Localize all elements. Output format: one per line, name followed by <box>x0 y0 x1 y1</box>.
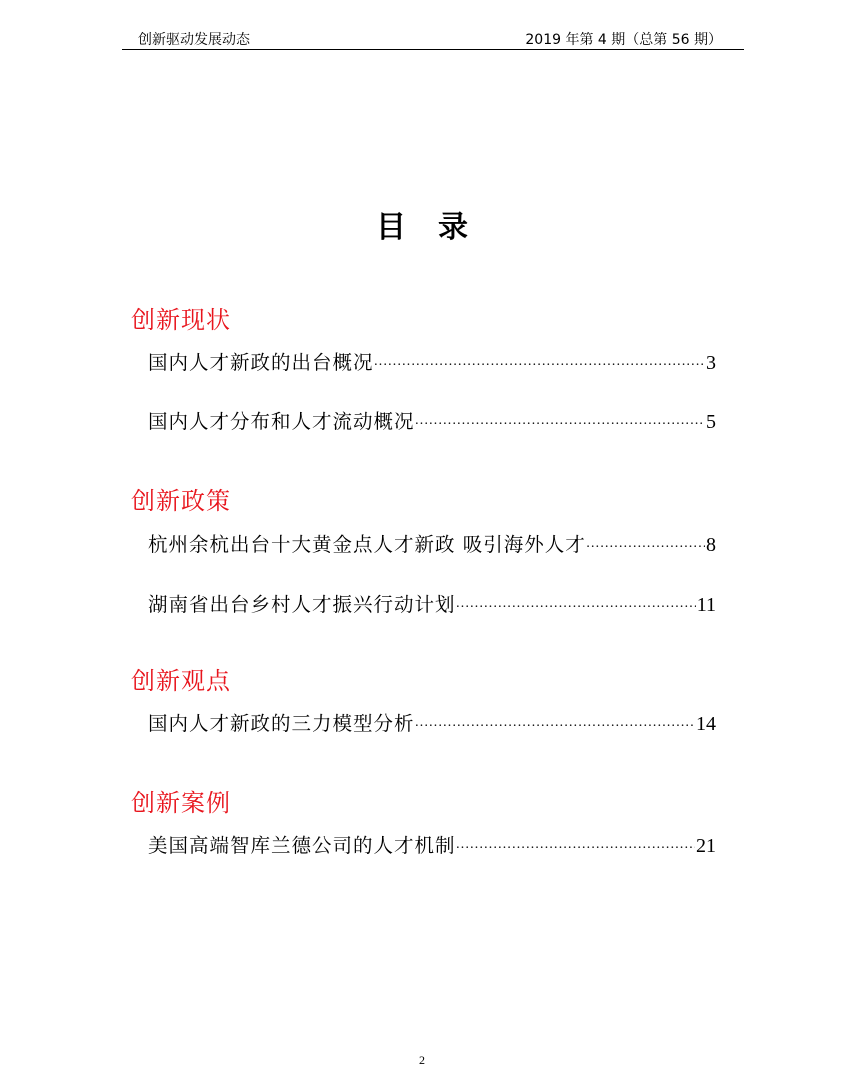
toc-entry-page: 21 <box>696 835 716 857</box>
section-heading-viewpoint: 创新观点 <box>131 667 231 695</box>
toc-entry-title: 国内人才新政的出台概况 <box>148 351 374 374</box>
toc-entry-page: 8 <box>706 534 716 556</box>
toc-entry[interactable] <box>148 708 716 734</box>
toc-entry-page: 14 <box>696 713 716 735</box>
footer-page-number: 2 <box>419 1053 425 1067</box>
dot-leader <box>456 596 696 620</box>
toc-entry-page: 11 <box>696 594 716 616</box>
dot-leader <box>586 536 705 560</box>
header-publication-title: 创新驱动发展动态 <box>138 32 250 48</box>
section-heading-case: 创新案例 <box>131 789 231 817</box>
toc-entry-title: 杭州余杭出台十大黄金点人才新政 吸引海外人才 <box>148 533 586 556</box>
toc-entry[interactable] <box>148 589 716 615</box>
toc-title: 目录 <box>376 210 500 245</box>
dot-leader <box>456 837 695 861</box>
toc-entry-title: 美国高端智库兰德公司的人才机制 <box>148 834 456 857</box>
dot-leader <box>415 715 695 739</box>
toc-entry-title: 国内人才分布和人才流动概况 <box>148 410 415 433</box>
toc-entry[interactable] <box>148 529 716 555</box>
toc-entry-title: 国内人才新政的三力模型分析 <box>148 712 415 735</box>
toc-entry[interactable] <box>148 347 716 373</box>
header-issue-info: 2019 年第 4 期（总第 56 期） <box>525 32 722 48</box>
toc-entry-page: 5 <box>706 411 716 433</box>
toc-entry-page: 3 <box>706 352 716 374</box>
toc-entry[interactable] <box>148 406 716 432</box>
toc-entry-title: 湖南省出台乡村人才振兴行动计划 <box>148 593 456 616</box>
toc-entry[interactable] <box>148 830 716 856</box>
section-heading-current-status: 创新现状 <box>131 306 231 334</box>
section-heading-policy: 创新政策 <box>131 487 231 515</box>
dot-leader <box>415 413 705 437</box>
page-header <box>122 27 744 50</box>
dot-leader <box>374 354 705 378</box>
